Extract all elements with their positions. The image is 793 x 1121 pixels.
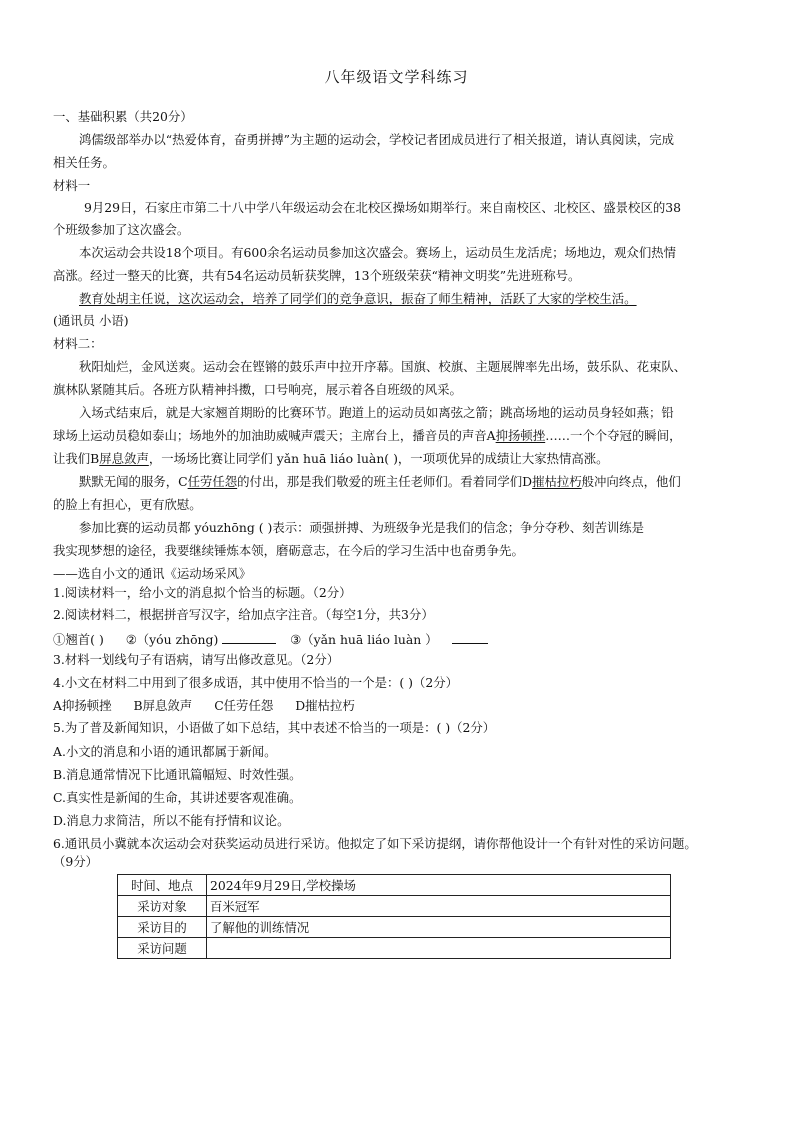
intro-line-2: 相关任务。	[53, 155, 115, 170]
page-title: 八年级语文学科练习	[324, 68, 469, 86]
underlined-sentence: 教育处胡主任说，这次运动会，培养了同学们的竞争意识，振奋了师生精神，活跃了大家的学校生活。	[79, 291, 637, 306]
material-2-p2-line-1: 入场式结束后，就是大家翘首期盼的比赛环节。跑道上的运动员如离弦之箭；跳高场地的运动员身轻如燕；铅	[79, 405, 674, 420]
material-1-p2-line-1: 本次运动会共设18个项目。有600余名运动员参加这次盛会。赛场上，运动员生龙活虎；场地边，观众们热情	[79, 245, 676, 260]
text-segment: ，一场场比赛让同学们 yǎn huā liáo luàn( )，一项项优异的成绩让大家热情高涨。	[148, 451, 609, 466]
question-5: 5.为了普及新闻知识，小语做了如下总结，其中表述不恰当的一项是：( )（2分）	[53, 720, 496, 735]
blank-1: ①翘首( )	[53, 632, 104, 647]
text-segment: 默默无闻的服务，C	[79, 474, 188, 489]
option-a: A抑扬顿挫	[53, 698, 112, 713]
intro-line-1: 鸿儒级部举办以“热爱体育，奋勇拼搏”为主题的运动会，学校记者团成员进行了相关报道，请认真阅读，完成	[79, 132, 675, 147]
material-2-p4-line-1: 参加比赛的运动员都 yóuzhōng ( )表示：顽强拼搏、为班级争光是我们的信念；争分夺秒、刻苦训练是	[79, 520, 645, 535]
text-segment: 的付出，那是我们敬爱的班主任老师们。看着同学们D	[237, 474, 533, 489]
material-2-p2-line-2	[53, 427, 681, 445]
question-3: 3.材料一划线句子有语病，请写出修改意见。（2分）	[53, 652, 340, 667]
question-5-option-b: B.消息通常情况下比通讯篇幅短、时效性强。	[53, 767, 302, 782]
question-5-option-d: D.消息力求简洁，所以不能有抒情和议论。	[53, 813, 290, 828]
blank-3: ③（yǎn huā liáo luàn ）	[290, 632, 438, 647]
text-segment: 般冲向终点，他们	[581, 474, 681, 489]
idiom-d: 摧枯拉朽	[532, 474, 582, 489]
question-4: 4.小文在材料二中用到了很多成语，其中使用不恰当的一个是：( )（2分）	[53, 675, 459, 690]
question-6-score: （9分）	[53, 854, 99, 869]
table-row	[118, 938, 671, 959]
question-1: 1.阅读材料一，给小文的消息拟个恰当的标题。（2分）	[53, 585, 352, 600]
material-1-byline: (通讯员 小语)	[53, 313, 129, 328]
blank-2: ②（yóu zhōng)	[125, 632, 219, 647]
option-d: D摧枯拉朽	[295, 698, 355, 713]
idiom-c: 任劳任怨	[187, 474, 238, 489]
idiom-b: 屏息敛声	[99, 451, 149, 466]
table-cell-value: 百米冠军	[207, 896, 671, 917]
table-row	[118, 896, 671, 917]
material-1-label: 材料一	[53, 178, 91, 193]
table-cell-value: 2024年9月29日,学校操场	[207, 875, 671, 896]
material-2-p1-line-1: 秋阳灿烂，金风送爽。运动会在铿锵的鼓乐声中拉开序幕。国旗、校旗、主题展牌率先出场，鼓乐队、花束队、	[79, 359, 687, 374]
table-cell-key: 采访目的	[118, 917, 207, 938]
table-row	[118, 875, 671, 896]
table-cell-value: 了解他的训练情况	[207, 917, 671, 938]
question-5-option-a: A.小文的消息和小语的通讯都属于新闻。	[53, 744, 277, 759]
material-1-p1-line-2: 个班级参加了这次盛会。	[53, 222, 190, 237]
material-1-p2-line-2: 高涨。经过一整天的比赛，共有54名运动员斩获奖牌，13个班级荣获“精神文明奖”先进班称号。	[53, 268, 581, 283]
answer-cell[interactable]	[207, 938, 671, 959]
question-6: 6.通讯员小冀就本次运动会对获奖运动员进行采访。他拟定了如下采访提纲，请你帮他设计一个有针对性的采访问题。	[53, 836, 697, 851]
answer-line[interactable]	[222, 631, 276, 644]
material-2-p2-line-3	[53, 450, 609, 468]
question-4-options	[53, 697, 355, 715]
interview-outline-table	[117, 874, 671, 959]
material-2-p3-line-2: 的脸上有担心，更有欣慰。	[53, 497, 202, 512]
idiom-a: 抑扬顿挫	[495, 428, 546, 443]
table-cell-key: 采访对象	[118, 896, 207, 917]
question-2-blanks	[53, 631, 488, 649]
option-c: C任劳任怨	[214, 698, 274, 713]
material-1-p1-line-1: 9月29日，石家庄市第二十八中学八年级运动会在北校区操场如期举行。来自南校区、北校区、盛景校区的38	[84, 200, 681, 215]
table-row	[118, 917, 671, 938]
table-cell-key: 采访问题	[118, 938, 207, 959]
text-segment: ……一个个夺冠的瞬间，	[545, 428, 682, 443]
material-2-p4-line-2: 我实现梦想的途径，我要继续锤炼本领，磨砺意志，在今后的学习生活中也奋勇争先。	[53, 543, 524, 558]
question-5-option-c: C.真实性是新闻的生命，其讲述要客观准确。	[53, 790, 302, 805]
source-note: ——选自小文的通讯《运动场采风》	[53, 566, 252, 581]
answer-line[interactable]	[452, 631, 488, 644]
text-segment: 球场上运动员稳如泰山；场地外的加油助威喊声震天；主席台上，播音员的声音A	[53, 428, 496, 443]
material-2-label: 材料二：	[53, 336, 103, 351]
option-b: B屏息敛声	[133, 698, 193, 713]
section-heading: 一、基础积累（共20分）	[53, 109, 193, 124]
text-segment: 让我们B	[53, 451, 100, 466]
question-2: 2.阅读材料二，根据拼音写汉字，给加点字注音。（每空1分，共3分）	[53, 607, 434, 622]
material-2-p3-line-1	[79, 473, 681, 491]
material-2-p1-line-2: 旗林队紧随其后。各班方队精神抖擞，口号响亮，展示着各自班级的风采。	[53, 382, 462, 397]
table-cell-key: 时间、地点	[118, 875, 207, 896]
